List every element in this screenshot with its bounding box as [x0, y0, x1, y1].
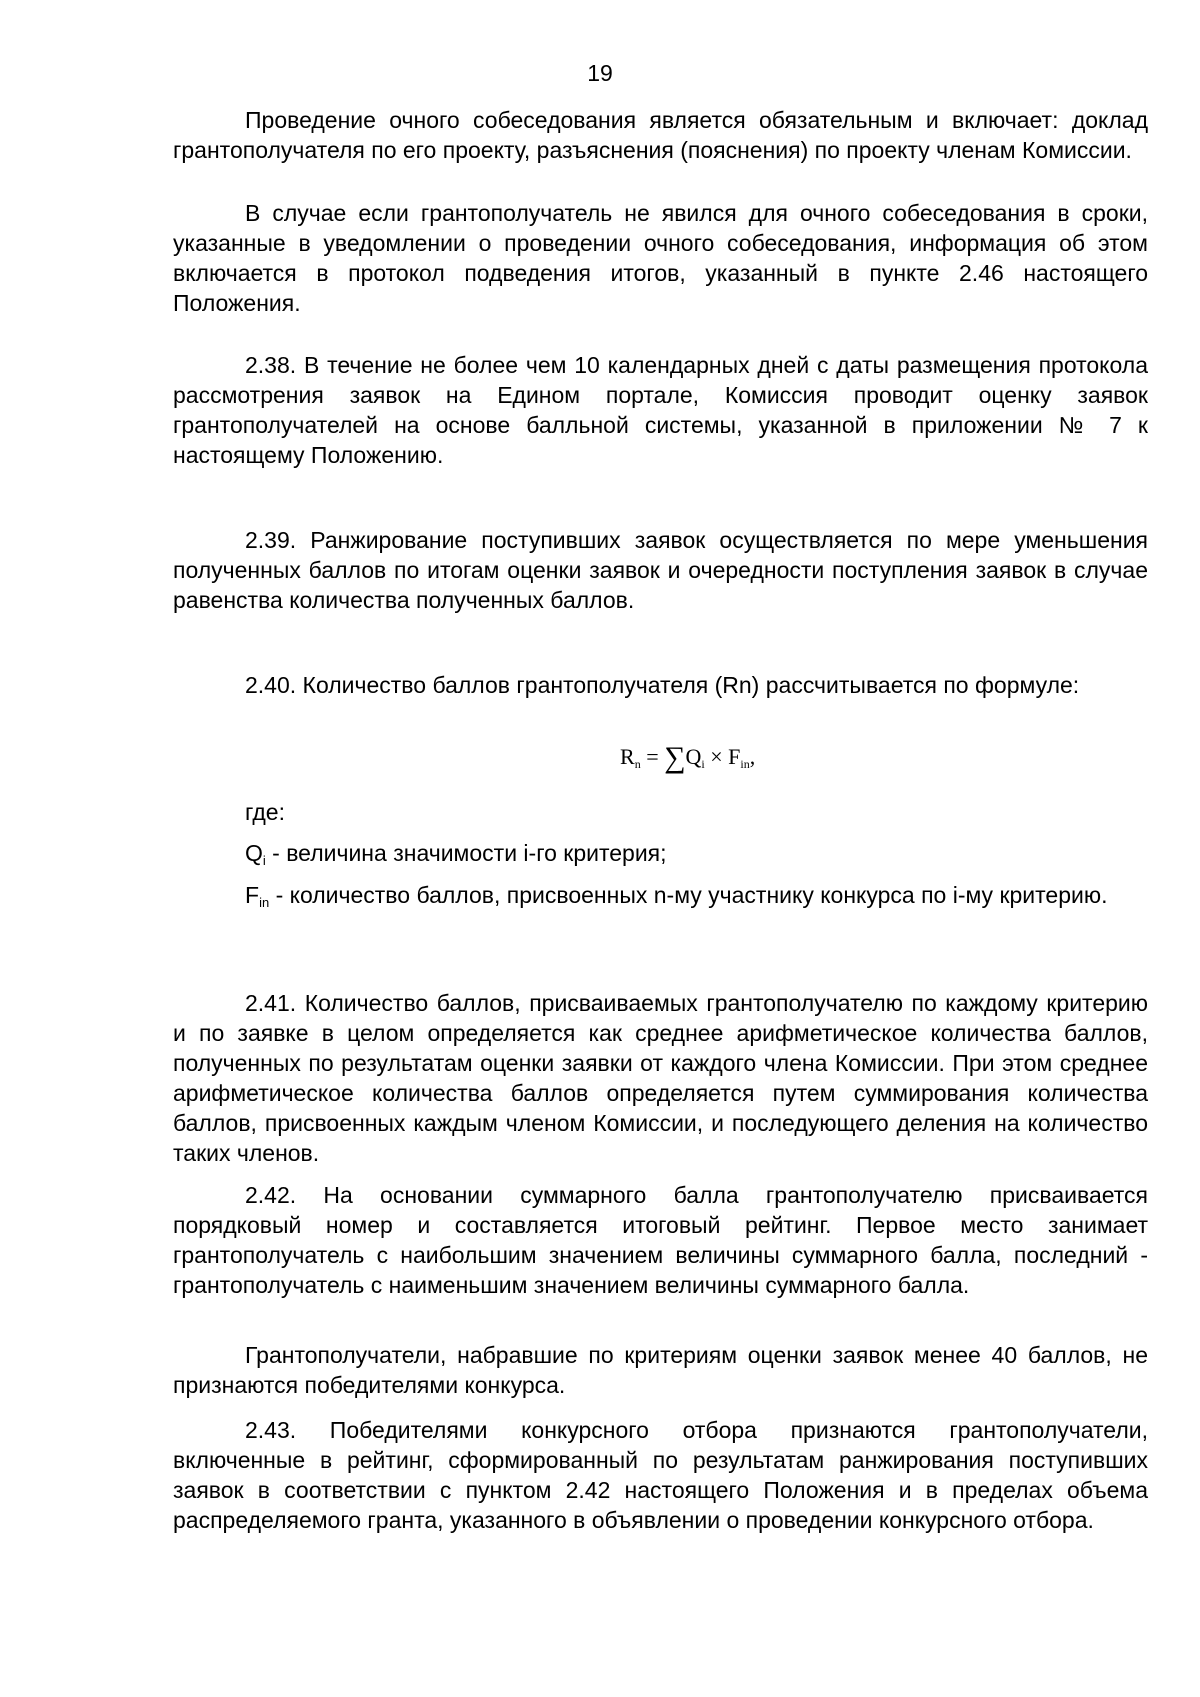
paragraph-2-38: 2.38. В течение не более чем 10 календарных дней с даты размещения протокола рассмотрения заявок на Едином портале, Комиссия проводит оценку заявок грантополучателей на основе балльной системы, указанной в приложении № 7 к настоящему Положению. — [173, 352, 1148, 468]
f-definition-text: - количество баллов, присвоенных n-му участнику конкурса по i-му критерию. — [269, 882, 1108, 908]
sum-symbol: ∑ — [664, 741, 686, 774]
formula-eq: = — [640, 744, 665, 769]
paragraph-2-39: 2.39. Ранжирование поступивших заявок осуществляется по мере уменьшения полученных баллов по итогам оценки заявок и очередности поступления заявок в случае равенства количества полученных баллов. — [173, 527, 1148, 613]
formula-times: × — [704, 744, 729, 769]
paragraph-2-40: 2.40. Количество баллов грантополучателя (Rn) рассчитывается по формуле: — [245, 672, 1080, 698]
formula-r: R — [620, 744, 635, 769]
paragraph-where: где: — [245, 799, 285, 825]
definition-q — [173, 838, 1148, 876]
score-formula — [620, 742, 755, 779]
q-symbol: Q — [245, 840, 263, 866]
formula-f-sub: in — [740, 757, 750, 771]
formula-q-sub: i — [701, 757, 705, 771]
paragraph-threshold: Грантополучатели, набравшие по критериям оценки заявок менее 40 баллов, не признаются победителями конкурса. — [173, 1342, 1148, 1398]
paragraph-2-42: 2.42. На основании суммарного балла грантополучателю присваивается порядковый номер и составляется итоговый рейтинг. Первое место занимает грантополучатель с наибольшим значением величины суммарного балла, последний - грантополучатель с наименьшим значением величины суммарного балла. — [173, 1182, 1148, 1298]
paragraph-interview: Проведение очного собеседования является обязательным и включает: доклад грантополучателя по его проекту, разъяснения (пояснения) по проекту членам Комиссии. — [173, 107, 1148, 163]
f-symbol: F — [245, 882, 260, 908]
paragraph-2-43: 2.43. Победителями конкурсного отбора признаются грантополучатели, включенные в рейтинг, сформированный по результатам ранжирования поступивших заявок в соответствии с пунктом 2.42 настоящего Положения и в пределах объема распределяемого гранта, указанного в объявлении о проведении конкурсного отбора. — [173, 1417, 1148, 1533]
f-sub: in — [259, 895, 270, 910]
formula-r-sub: n — [634, 757, 641, 771]
formula-f: F — [728, 744, 741, 769]
q-sub: i — [262, 853, 266, 868]
paragraph-2-41: 2.41. Количество баллов, присваиваемых грантополучателю по каждому критерию и по заявке в целом определяется как среднее арифметическое количества баллов, полученных по результатам оценки заявки от каждого члена Комиссии. При этом среднее арифметическое количества баллов определяется путем суммирования количества баллов, присвоенных каждым членом Комиссии, и последующего деления на количество таких членов. — [173, 990, 1148, 1166]
q-definition-text: - величина значимости i-го критерия; — [265, 840, 667, 866]
page-number: 19 — [587, 60, 613, 86]
paragraph-absence: В случае если грантополучатель не явился для очного собеседования в сроки, указанные в уведомлении о проведении очного собеседования, информация об этом включается в протокол подведения итогов, указанный в пункте 2.46 настоящего Положения. — [173, 200, 1148, 316]
definition-f — [173, 880, 1148, 918]
formula-q: Q — [685, 744, 702, 769]
formula-tail: , — [749, 744, 756, 769]
